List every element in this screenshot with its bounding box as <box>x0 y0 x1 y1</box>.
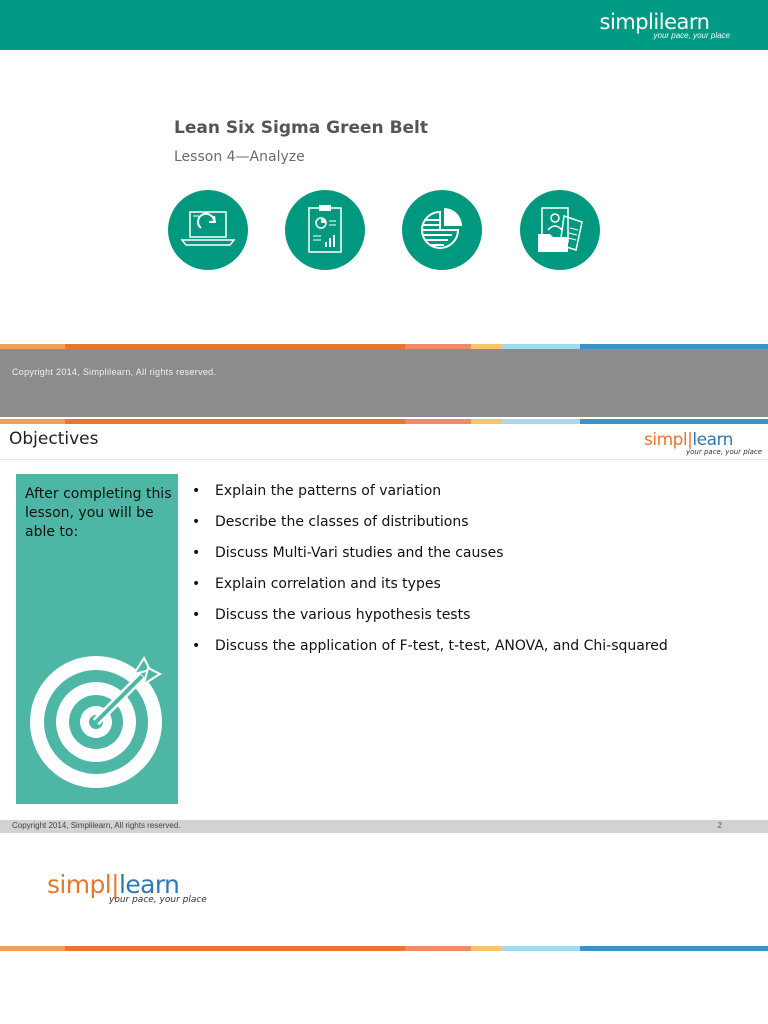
footer-band <box>0 349 768 417</box>
list-item: • Describe the classes of distributions <box>192 512 668 543</box>
slide-title: Objectives <box>9 429 99 449</box>
course-title: Lean Six Sigma Green Belt <box>174 118 429 138</box>
copyright-text: Copyright 2014, Simplilearn, All rights reserved. <box>12 821 181 830</box>
logo-wordmark: simplilearn <box>599 10 710 34</box>
laptop-refresh-icon <box>168 190 248 270</box>
logo-tagline: your pace, your place <box>653 31 730 40</box>
list-item: • Explain correlation and its types <box>192 574 668 605</box>
clipboard-chart-icon <box>285 190 365 270</box>
logo-wordmark: simpl|learn <box>644 430 733 450</box>
color-stripe <box>0 419 768 424</box>
logo-wordmark: simpl|learn <box>47 870 180 899</box>
intro-text: After completing this lesson, you will be able to: <box>25 486 172 540</box>
lesson-subtitle: Lesson 4—Analyze <box>174 149 305 165</box>
simplilearn-logo <box>600 10 731 40</box>
simplilearn-logo <box>47 870 207 905</box>
pie-chart-icon <box>402 190 482 270</box>
list-item: • Discuss the application of F-test, t-test, ANOVA, and Chi-squared <box>192 636 668 667</box>
color-stripe <box>0 946 768 951</box>
page-number: 2 <box>717 821 722 830</box>
header-bar <box>0 0 768 50</box>
list-item: • Explain the patterns of variation <box>192 481 668 512</box>
list-item: • Discuss the various hypothesis tests <box>192 605 668 636</box>
logo-tagline: your pace, your place <box>109 895 207 905</box>
target-arrow-icon <box>26 652 166 797</box>
simplilearn-logo <box>644 430 762 456</box>
profile-documents-icon <box>520 190 600 270</box>
logo-tagline: your pace, your place <box>686 448 763 456</box>
objectives-list <box>192 481 668 667</box>
title-divider <box>0 459 768 460</box>
list-item: • Discuss Multi-Vari studies and the causes <box>192 543 668 574</box>
copyright-text: Copyright 2014, Simplilearn, All rights reserved. <box>12 367 217 377</box>
